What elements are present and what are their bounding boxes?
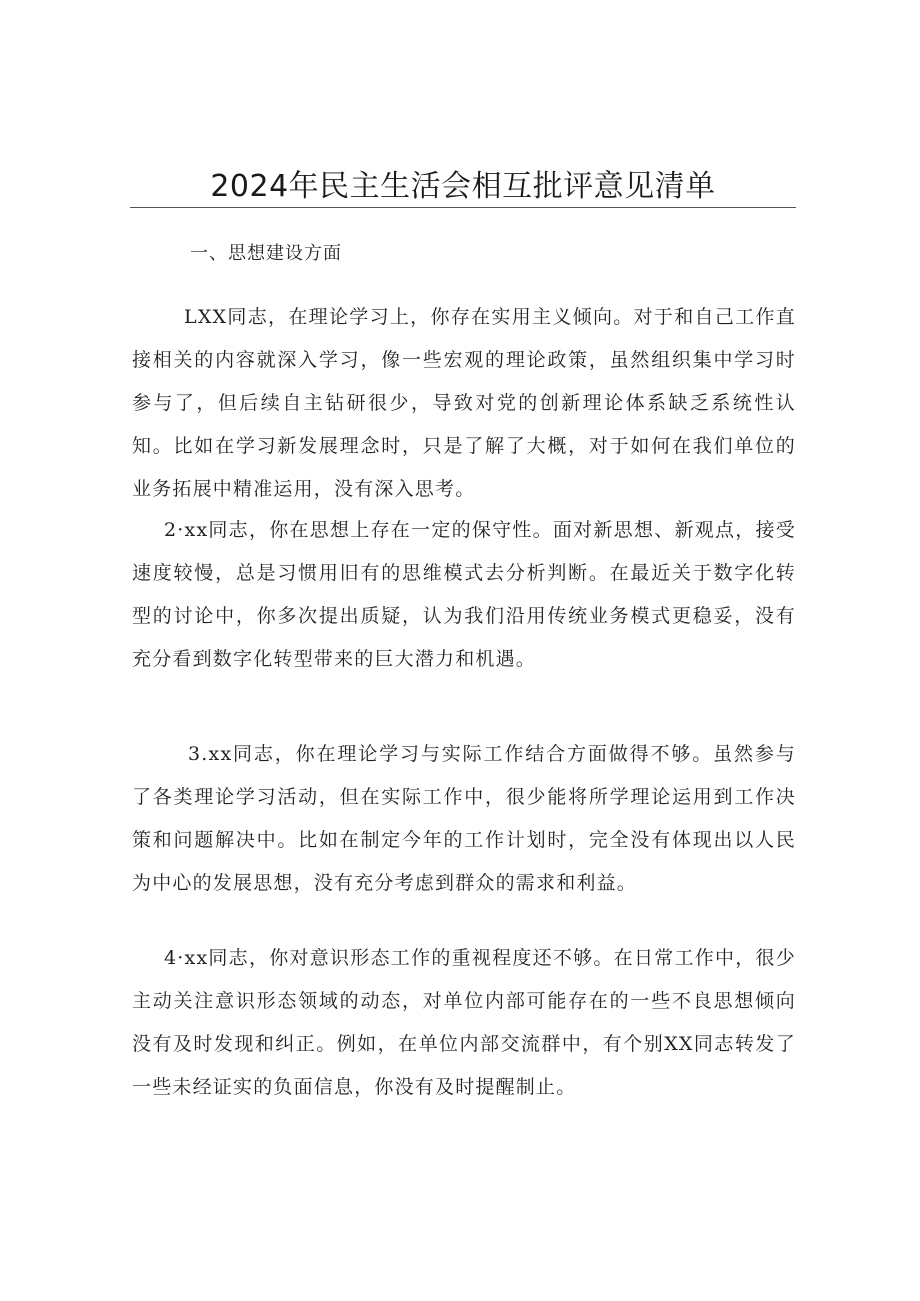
section-heading: 一、思想建设方面 xyxy=(190,243,342,264)
paragraph-3: 3.xx同志，你在理论学习与实际工作结合方面做得不够。虽然参与了各类理论学习活动，但在实际工作中，很少能将所学理论运用到工作决策和问题解决中。比如在制定今年的工作计划时，完全没有体现出以人民为中心的发展思想，没有充分考虑到群众的需求和利益。 xyxy=(132,743,796,894)
paragraph-1: LXX同志，在理论学习上，你存在实用主义倾向。对于和自己工作直接相关的内容就深入学习，像一些宏观的理论政策，虽然组织集中学习时参与了，但后续自主钻研很少，导致对党的创新理论体系缺乏系统性认知。比如在学习新发展理念时，只是了解了大概，对于如何在我们单位的业务拓展中精准运用，没有深入思考。 xyxy=(132,306,796,500)
paragraph-4: 4·xx同志，你对意识形态工作的重视程度还不够。在日常工作中，很少主动关注意识形态领域的动态，对单位内部可能存在的一些不良思想倾向没有及时发现和纠正。例如，在单位内部交流群中，有个别XX同志转发了一些未经证实的负面信息，你没有及时提醒制止。 xyxy=(132,947,796,1098)
title-underline xyxy=(130,207,796,208)
document-title: 2024年民主生活会相互批评意见清单 xyxy=(210,169,716,204)
paragraph-2: 2·xx同志，你在思想上存在一定的保守性。面对新思想、新观点，接受速度较慢，总是习惯用旧有的思维模式去分析判断。在最近关于数字化转型的讨论中，你多次提出质疑，认为我们沿用传统业务模式更稳妥，没有充分看到数字化转型带来的巨大潜力和机遇。 xyxy=(132,519,796,670)
